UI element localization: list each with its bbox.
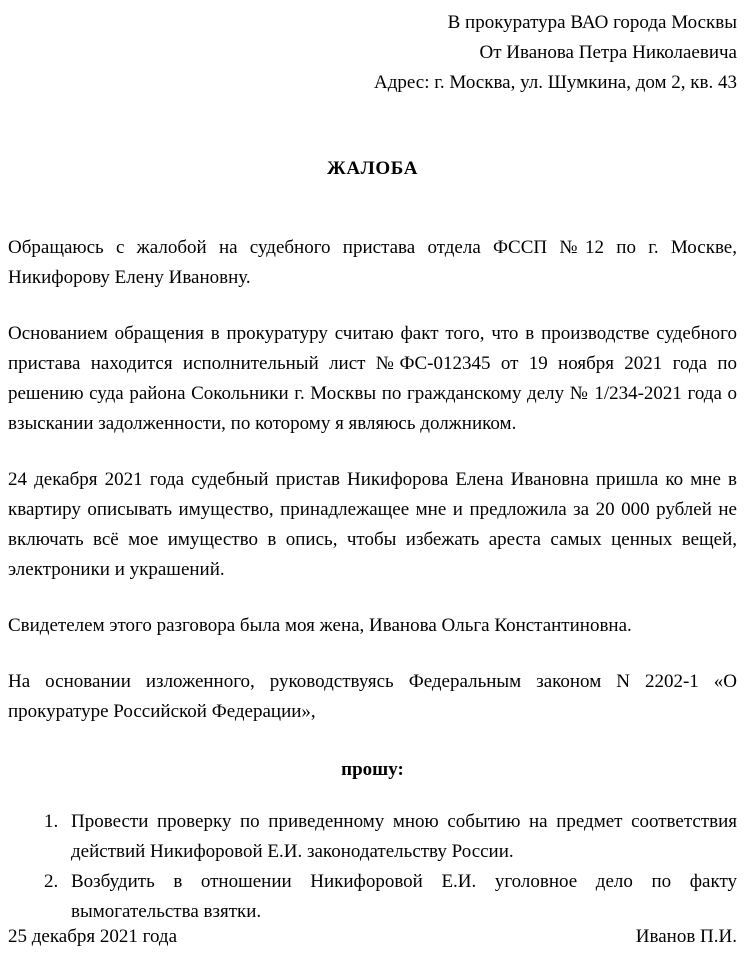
document-content: [8, 0, 737, 927]
demands-list: [8, 807, 737, 927]
document-title: ЖАЛОБА: [326, 158, 419, 179]
list-item: 2. Возбудить в отношении Никифоровой Е.И. уголовное дело по факту вымогательства взятки.: [63, 867, 737, 927]
paragraph-complaint-subject: Обращаюсь с жалобой на судебного пристава отдела ФССП №12 по г. Москве, Никифорову Елену Ивановну.: [8, 237, 737, 288]
addressee-line-applicant: От Иванова Петра Николаевича: [479, 42, 737, 63]
list-item: 1. Провести проверку по приведенному мною событию на предмет соответствия действий Никифоровой Е.И. законодательству России.: [63, 807, 737, 867]
addressee-block: [8, 8, 737, 98]
addressee-line-address: Адрес: г. Москва, ул. Шумкина, дом 2, кв. 43: [374, 72, 737, 93]
paragraph-incident: 24 декабря 2021 года судебный пристав Никифорова Елена Ивановна пришла ко мне в квартиру описывать имущество, принадлежащее мне и предложила за 20 000 рублей не включать всё мое имущество в опись, чтобы избежать ареста самых ценных вещей, электроники и украшений.: [8, 469, 737, 580]
paragraph-legal-basis: На основании изложенного, руководствуясь Федеральным законом N 2202-1 «О прокуратуре Российской Федерации»,: [8, 671, 737, 722]
footer-date: 25 декабря 2021 года: [8, 926, 178, 947]
paragraph-witness: Свидетелем этого разговора была моя жена, Иванова Ольга Константиновна.: [8, 615, 632, 636]
paragraph-grounds: Основанием обращения в прокуратуру считаю факт того, что в производстве судебного пристава находится исполнительный лист №ФС-012345 от 19 ноября 2021 года по решению суда района Сокольники г. Москвы по гражданскому делу № 1/234-2021 года о взыскании задолженности, по которому я являюсь должником.: [8, 323, 737, 434]
document-footer: [8, 922, 737, 952]
addressee-line-authority: В прокуратура ВАО города Москвы: [447, 12, 737, 33]
footer-signature: Иванов П.И.: [635, 926, 737, 947]
request-heading: прошу:: [341, 759, 404, 780]
